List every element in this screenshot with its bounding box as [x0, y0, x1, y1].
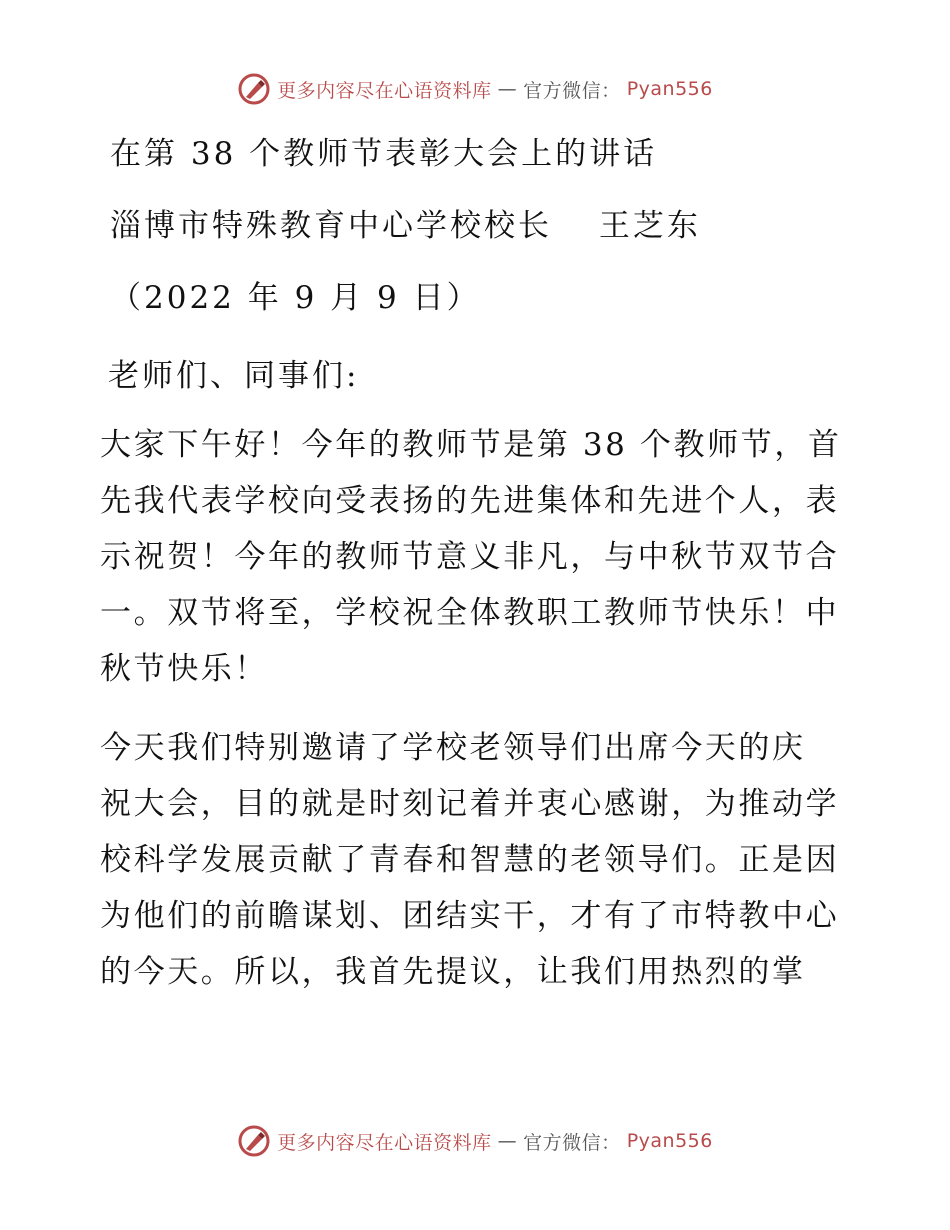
paragraph-line: 祝大会，目的就是时刻记着并衷心感谢，为推动学	[100, 786, 840, 822]
document-date: （2022 年 9 月 9 日）	[110, 280, 481, 316]
watermark-wechat-label: 官方微信：	[523, 79, 621, 102]
document-author: 淄博市特殊教育中心学校校长 王芝东	[110, 208, 701, 244]
paragraph-line: 今天我们特别邀请了学校老领导们出席今天的庆	[100, 730, 806, 766]
paragraph-2	[100, 720, 860, 1000]
document-salutation: 老师们、同事们:	[108, 358, 360, 394]
paragraph-line: 为他们的前瞻谋划、团结实干，才有了市特教中心	[100, 898, 840, 934]
watermark-text: 更多内容尽在心语资料库	[277, 79, 492, 102]
document-title: 在第 38 个教师节表彰大会上的讲话	[110, 136, 658, 172]
paragraph-line: 一。双节将至，学校祝全体教职工教师节快乐！中	[100, 595, 840, 631]
watermark-text: 更多内容尽在心语资料库	[277, 1131, 492, 1154]
paragraph-line: 秋节快乐！	[100, 651, 268, 687]
watermark-wechat-label: 官方微信：	[523, 1131, 621, 1154]
pen-logo-icon	[237, 72, 271, 106]
watermark-separator: —	[497, 1130, 518, 1152]
watermark-footer	[0, 1124, 950, 1158]
watermark-wechat-id: Pyan556	[626, 1130, 713, 1152]
pen-logo-icon	[237, 1124, 271, 1158]
paragraph-1	[100, 417, 860, 697]
watermark-header	[0, 72, 950, 106]
paragraph-line: 校科学发展贡献了青春和智慧的老领导们。正是因	[100, 842, 840, 878]
paragraph-line: 的今天。所以，我首先提议，让我们用热烈的掌	[100, 954, 806, 990]
paragraph-line: 大家下午好！今年的教师节是第 38 个教师节，首	[100, 427, 842, 463]
paragraph-line: 先我代表学校向受表扬的先进集体和先进个人，表	[100, 483, 840, 519]
watermark-separator: —	[497, 78, 518, 100]
paragraph-line: 示祝贺！今年的教师节意义非凡，与中秋节双节合	[100, 539, 840, 575]
watermark-wechat-id: Pyan556	[626, 78, 713, 100]
